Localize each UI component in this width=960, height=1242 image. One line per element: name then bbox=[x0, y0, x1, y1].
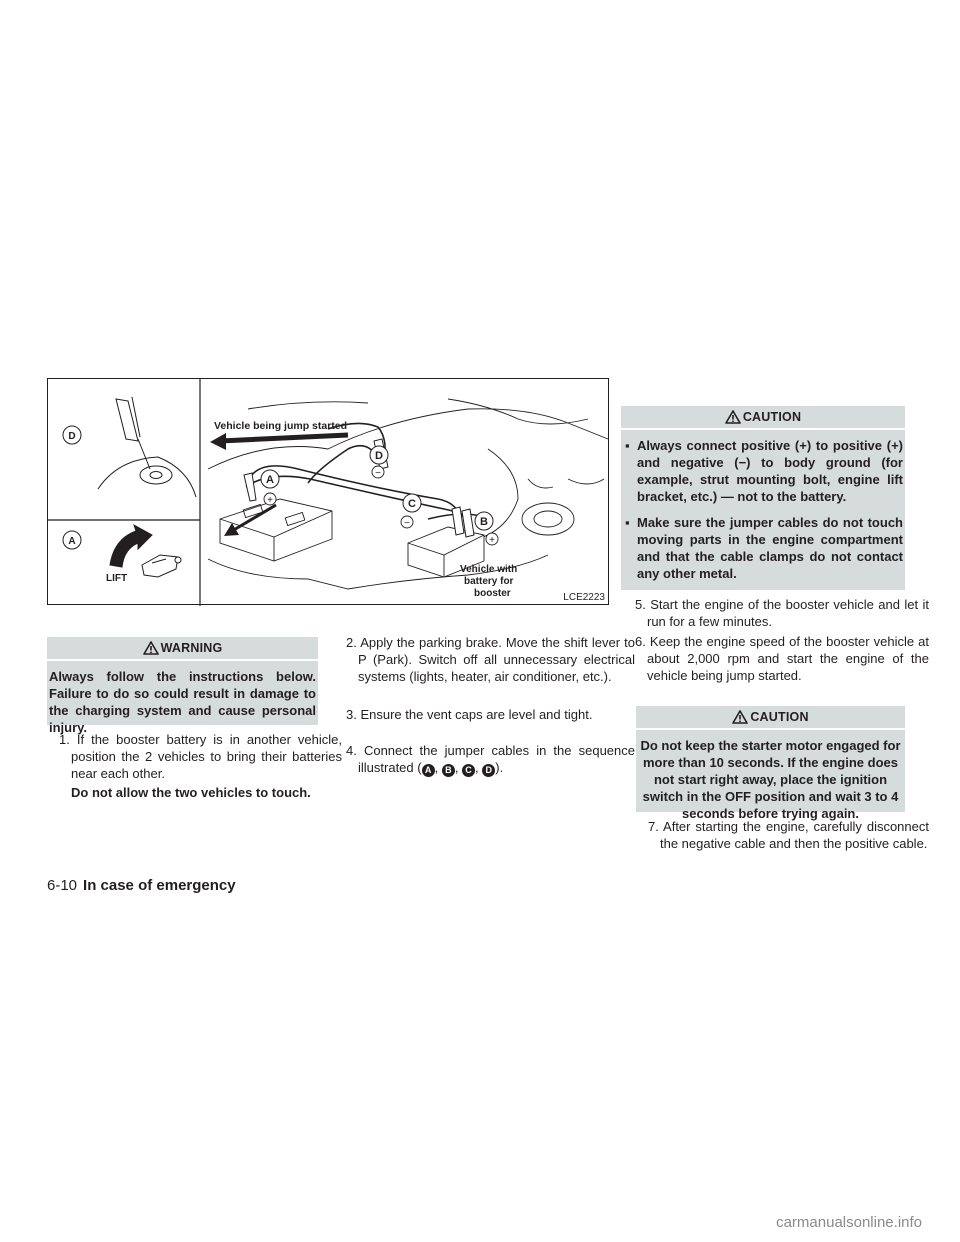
page-number: 6-10 bbox=[47, 877, 78, 894]
section-title: In case of emergency bbox=[83, 877, 236, 894]
vehicle-jump-started-label: Vehicle being jump started bbox=[214, 420, 348, 432]
marker-a: A bbox=[266, 474, 274, 486]
booster-label-line3: booster bbox=[474, 588, 511, 599]
jump-start-illustration bbox=[47, 378, 609, 605]
jump-start-diagram bbox=[48, 379, 610, 606]
marker-d: D bbox=[375, 450, 383, 462]
caution-1-body bbox=[621, 430, 905, 590]
sequence-marker-c: C bbox=[462, 764, 475, 777]
step-4-end: ). bbox=[495, 760, 504, 775]
step-1: 1. If the booster battery is in another vehicle, position the 2 vehicles to bring their batteries near each other. bbox=[59, 732, 342, 781]
plus-symbol-b: + bbox=[489, 535, 495, 546]
step-3: 3. Ensure the vent caps are level and tight. bbox=[346, 707, 593, 722]
caution-1-item-2: ▪ Make sure the jumper cables do not touch moving parts in the engine compartment and that the cable clamps do not contact any other metal. bbox=[625, 515, 903, 581]
caution-triangle-icon bbox=[725, 410, 741, 424]
step-4: 4. Connect the jumper cables in the sequence illustrated ( A , B , C , D ). bbox=[346, 743, 635, 775]
caution-1-item-1: ▪ Always connect positive (+) to positive (+) and negative (−) to body ground (for example, strut mounting bolt, engine lift bracket, etc.) — not to the battery. bbox=[625, 438, 903, 504]
page-footer bbox=[47, 877, 236, 894]
step-5: 5. Start the engine of the booster vehicle and let it run for a few minutes. bbox=[635, 597, 929, 629]
step-6: 6. Keep the engine speed of the booster vehicle at about 2,000 rpm and start the engine of the vehicle being jump started. bbox=[635, 634, 929, 683]
caution-2-header bbox=[636, 706, 905, 728]
detail-d-ground-clamp bbox=[98, 397, 196, 497]
step-7: 7. After starting the engine, carefully disconnect the negative cable and then the positive cable. bbox=[648, 819, 929, 851]
marker-c: C bbox=[408, 498, 416, 510]
minus-symbol-c: − bbox=[404, 518, 410, 529]
watermark: carmanualsonline.info bbox=[776, 1214, 922, 1231]
booster-label-line2: battery for bbox=[464, 576, 514, 587]
caution-1-header bbox=[621, 406, 905, 428]
step-4-text: 4. Connect the jumper cables in the sequence illustrated ( bbox=[346, 743, 635, 775]
sequence-marker-d: D bbox=[482, 764, 495, 777]
caution-2-title: CAUTION bbox=[750, 710, 809, 724]
marker-b: B bbox=[480, 516, 488, 528]
warning-title: WARNING bbox=[160, 641, 223, 655]
figure-code: LCE2223 bbox=[563, 592, 605, 603]
marker-d-small: D bbox=[68, 431, 76, 442]
step-2: 2. Apply the parking brake. Move the shift lever to P (Park). Switch off all unnecessary electrical systems (lights, heater, air conditioner, etc.). bbox=[346, 635, 635, 684]
warning-header bbox=[47, 637, 318, 659]
warning-triangle-icon bbox=[143, 641, 159, 655]
minus-symbol-d: − bbox=[375, 468, 381, 479]
caution-1-title: CAUTION bbox=[742, 410, 802, 424]
caution-triangle-icon bbox=[732, 710, 748, 724]
booster-label-line1: Vehicle with bbox=[460, 564, 518, 575]
step-1-note: Do not allow the two vehicles to touch. bbox=[71, 785, 311, 800]
sequence-marker-a: A bbox=[422, 764, 435, 777]
detail-a-lift-cover bbox=[110, 525, 181, 577]
caution-2-body: Do not keep the starter motor engaged for more than 10 seconds. If the engine does not start right away, place the ignition switch in the OFF position and wait 3 to 4 seconds before trying again. bbox=[636, 730, 905, 812]
sequence-marker-b: B bbox=[442, 764, 455, 777]
warning-body: Always follow the instructions below. Failure to do so could result in damage to the charging system and cause personal injury. bbox=[47, 661, 318, 725]
plus-symbol-a: + bbox=[267, 495, 273, 506]
lift-label: LIFT bbox=[106, 573, 128, 584]
marker-a-small: A bbox=[68, 536, 76, 547]
